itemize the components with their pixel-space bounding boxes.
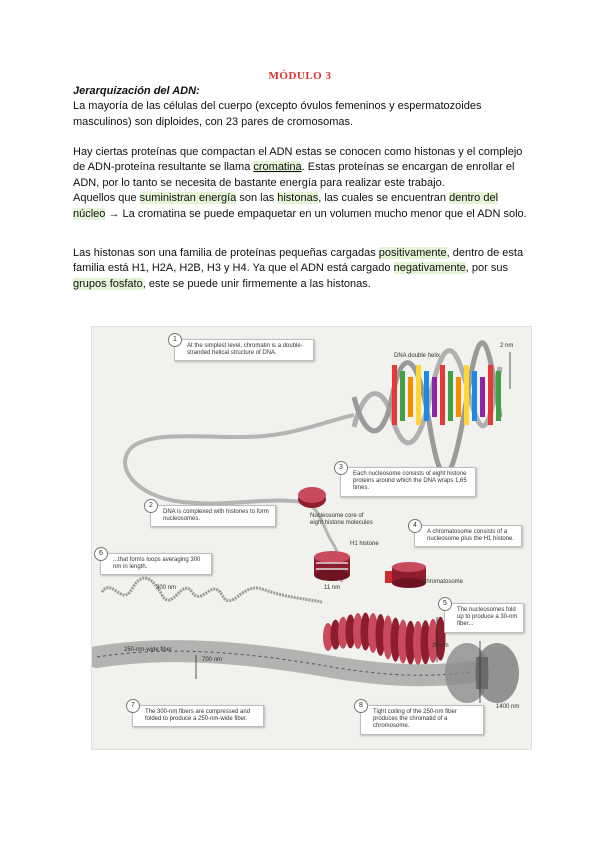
highlight-negativamente: negativamente xyxy=(393,262,466,275)
callout-number: 3 xyxy=(334,461,348,475)
text-run: , las cuales se encuentran xyxy=(318,192,450,205)
base-pair-rung xyxy=(488,365,493,425)
base-pair-rung xyxy=(448,371,453,421)
callout-8 xyxy=(359,702,484,735)
text-run: , dentro de esta familia está H1, H2A, H2B, H3 y H4. Ya que el ADN está cargado xyxy=(73,247,524,275)
intro-text: La mayoría de las células del cuerpo (excepto óvulos femeninos y espermatozoides masculinos) son diploides, con 23 pares de cromosomas. xyxy=(73,100,482,128)
callout-number: 6 xyxy=(94,547,108,561)
callout-number: 5 xyxy=(438,597,452,611)
highlight-energia: suministran energía xyxy=(139,192,237,205)
callout-text: ...that forms loops averaging 300 nm in length. xyxy=(113,557,201,571)
label-250nm-fiber: 250-nm-wide fiber xyxy=(124,647,173,653)
base-pair-rung xyxy=(472,371,477,421)
callout-number: 4 xyxy=(408,519,422,533)
label-h1-histone: H1 histone xyxy=(350,541,379,547)
highlight-histonas: histonas xyxy=(277,192,319,205)
text-run: → La cromatina se puede empaquetar en un volumen mucho menor que el ADN solo. xyxy=(105,207,527,220)
text-run: Las histonas son una familia de proteínas pequeñas cargadas xyxy=(73,247,379,259)
label-300nm: 300 nm xyxy=(156,585,177,591)
chromosome xyxy=(445,643,519,703)
base-pair-rung xyxy=(408,377,413,417)
base-pair-rung xyxy=(424,371,429,421)
highlight-nucleo: dentro del núcleo xyxy=(73,192,499,220)
label-nucleosome-core: Nucleosome core of eight histone molecules xyxy=(310,513,373,526)
nucleosome-top xyxy=(298,487,326,508)
callout-6 xyxy=(99,550,212,575)
callout-3 xyxy=(339,464,476,497)
base-pair-rung xyxy=(400,371,405,421)
callout-number: 8 xyxy=(354,699,368,713)
chromatosome xyxy=(385,562,426,588)
highlight-positivamente: positivamente xyxy=(378,247,447,259)
base-pair-rung xyxy=(480,377,485,417)
section-subheading: Jerarquización del ADN: xyxy=(73,85,200,97)
text-run: , este se puede unir firmemente a las histonas. xyxy=(142,277,371,290)
label-1400nm: 1400 nm xyxy=(496,704,520,710)
base-pair-rung xyxy=(496,371,501,421)
paragraph-charges xyxy=(73,246,533,292)
label-30nm: 30 nm xyxy=(432,643,449,649)
paragraph-histones xyxy=(73,145,533,222)
callout-text: The nucleosomes fold up to produce a 30-nm fiber... xyxy=(457,607,518,628)
base-pair-rung xyxy=(440,365,445,425)
base-pair-rung xyxy=(464,365,469,425)
base-pair-rung xyxy=(392,365,397,425)
callout-text: Tight coiling of the 250-nm fiber produces the chromatid of a chromosome. xyxy=(373,709,457,730)
highlight-cromatina: cromatina xyxy=(253,161,302,174)
callout-7 xyxy=(131,702,264,727)
callout-4 xyxy=(413,522,522,547)
callout-5 xyxy=(443,600,524,633)
callout-number: 2 xyxy=(144,499,158,513)
base-pair-rung xyxy=(432,377,437,417)
paragraph-intro xyxy=(73,84,533,130)
label-dna-helix: DNA double helix xyxy=(394,353,441,359)
callout-2 xyxy=(149,502,276,527)
callout-text: Each nucleosome consists of eight histone proteins around which the DNA wraps 1.65 times. xyxy=(353,471,467,492)
callout-text: The 300-nm fibers are compressed and folded to produce a 250-nm-wide fiber. xyxy=(145,709,251,723)
base-pairs xyxy=(392,365,501,425)
label-700nm: 700 nm xyxy=(202,657,223,663)
module-title: MÓDULO 3 xyxy=(268,70,332,82)
chromatin-figure xyxy=(91,326,532,750)
callout-number: 7 xyxy=(126,699,140,713)
text-run: son las xyxy=(236,192,278,205)
callout-text: A chromatosome consists of a nucleosome plus the H1 histone. xyxy=(427,529,515,543)
nucleosome-left xyxy=(314,551,350,581)
callout-text: DNA is complexed with histones to form nucleosomes. xyxy=(163,509,269,523)
highlight-fosfato: grupos fosfato xyxy=(73,277,143,290)
loops-300nm xyxy=(102,578,322,602)
label-chromatosome: Chromatosome xyxy=(422,579,464,585)
text-run: . Estas proteínas se encargan de enrollar el ADN, por lo tanto se necesita de bastante energía para realizar este trabajo. xyxy=(73,161,515,189)
text-run: , por sus xyxy=(465,262,508,275)
callout-number: 1 xyxy=(168,333,182,347)
fiber-30nm xyxy=(323,613,446,665)
callout-text: At the simplest level, chromatin is a double-stranded helical structure of DNA. xyxy=(187,343,303,357)
base-pair-rung xyxy=(456,377,461,417)
label-11nm: 11 nm xyxy=(324,585,341,591)
text-run: Hay ciertas proteínas que compactan el ADN estas se conocen como histonas y el complejo de ADN-proteína resultante se llama xyxy=(73,146,523,174)
base-pair-rung xyxy=(416,365,421,425)
label-2nm: 2 nm xyxy=(500,343,514,349)
callout-1 xyxy=(173,336,314,361)
text-run: Aquellos que xyxy=(73,192,140,205)
